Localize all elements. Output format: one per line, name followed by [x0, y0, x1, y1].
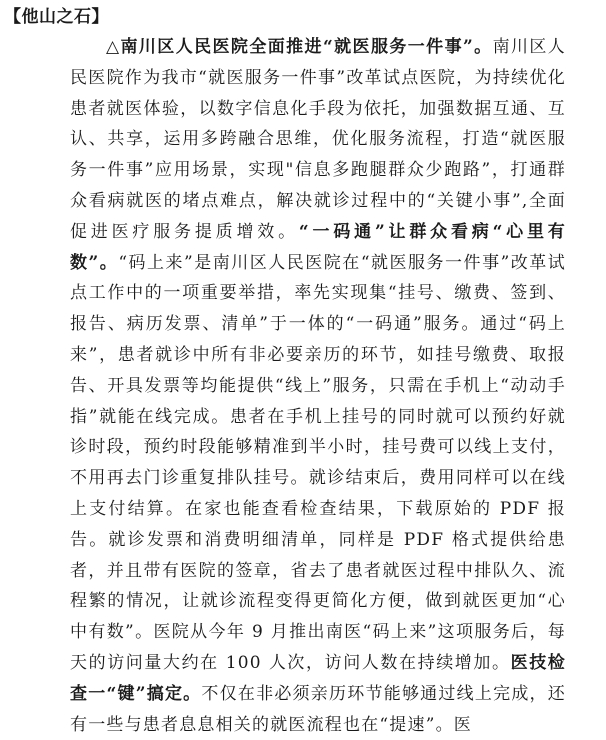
article-paragraph: [70, 32, 566, 740]
article-intro: 南川区人民医院作为我市“就医服务一件事”改革试点医院，为持续优化患者就医体验，以数字信息化手段为依托，加强数据互通、互认、共享，运用多跨融合思维，优化服务流程，打造“就医服务一件事”应用场景，实现"信息多跑腿群众少跑路”，打通群众看病就医的堵点难点，解决就诊过程中的“关键小事”,全面促进医疗服务提质增效。: [70, 37, 566, 242]
article-heading: △南川区人民医院全面推进“就医服务一件事”。: [106, 37, 493, 57]
article-body-medical-tech-check: 不仅在非必须亲历环节能够通过线上完成，还有一些与患者息息相关的就医流程也在“提速”。医: [70, 683, 566, 735]
section-title: 【他山之石】: [4, 7, 109, 27]
subheading-one-code: “一码通”让群众看病“心里有数”。: [70, 221, 566, 273]
article-body-one-code: “码上来”是南川区人民医院在“就医服务一件事”改革试点工作中的一项重要举措，率先实现集“挂号、缴费、签到、报告、病历发票、清单”于一体的“一码通”服务。通过“码上来”，患者就诊中所有非必要亲历的环节，如挂号缴费、取报告、开具发票等均能提供“线上”服务，只需在手机上“动动手指”就能在线完成。患者在手机上挂号的同时就可以预约好就诊时段，预约时段能够精准到半小时，挂号费可以线上支付，不用再去门诊重复排队挂号。就诊结束后，费用同样可以在线上支付结算。在家也能查看检查结果，下载原始的 PDF 报告。就诊发票和消费明细清单，同样是 PDF 格式提供给患者，并且带有医院的签章，省去了患者就医过程中排队久、流程繁的情况，让就诊流程变得更简化方便，做到就医更加“心中有数”。医院从今年 9 月推出南医“码上来”这项服务后，每天的访问量大约在 100 人次，访问人数在持续增加。: [70, 252, 566, 673]
subheading-medical-tech-check: 医技检查一“键”搞定。: [70, 652, 566, 704]
